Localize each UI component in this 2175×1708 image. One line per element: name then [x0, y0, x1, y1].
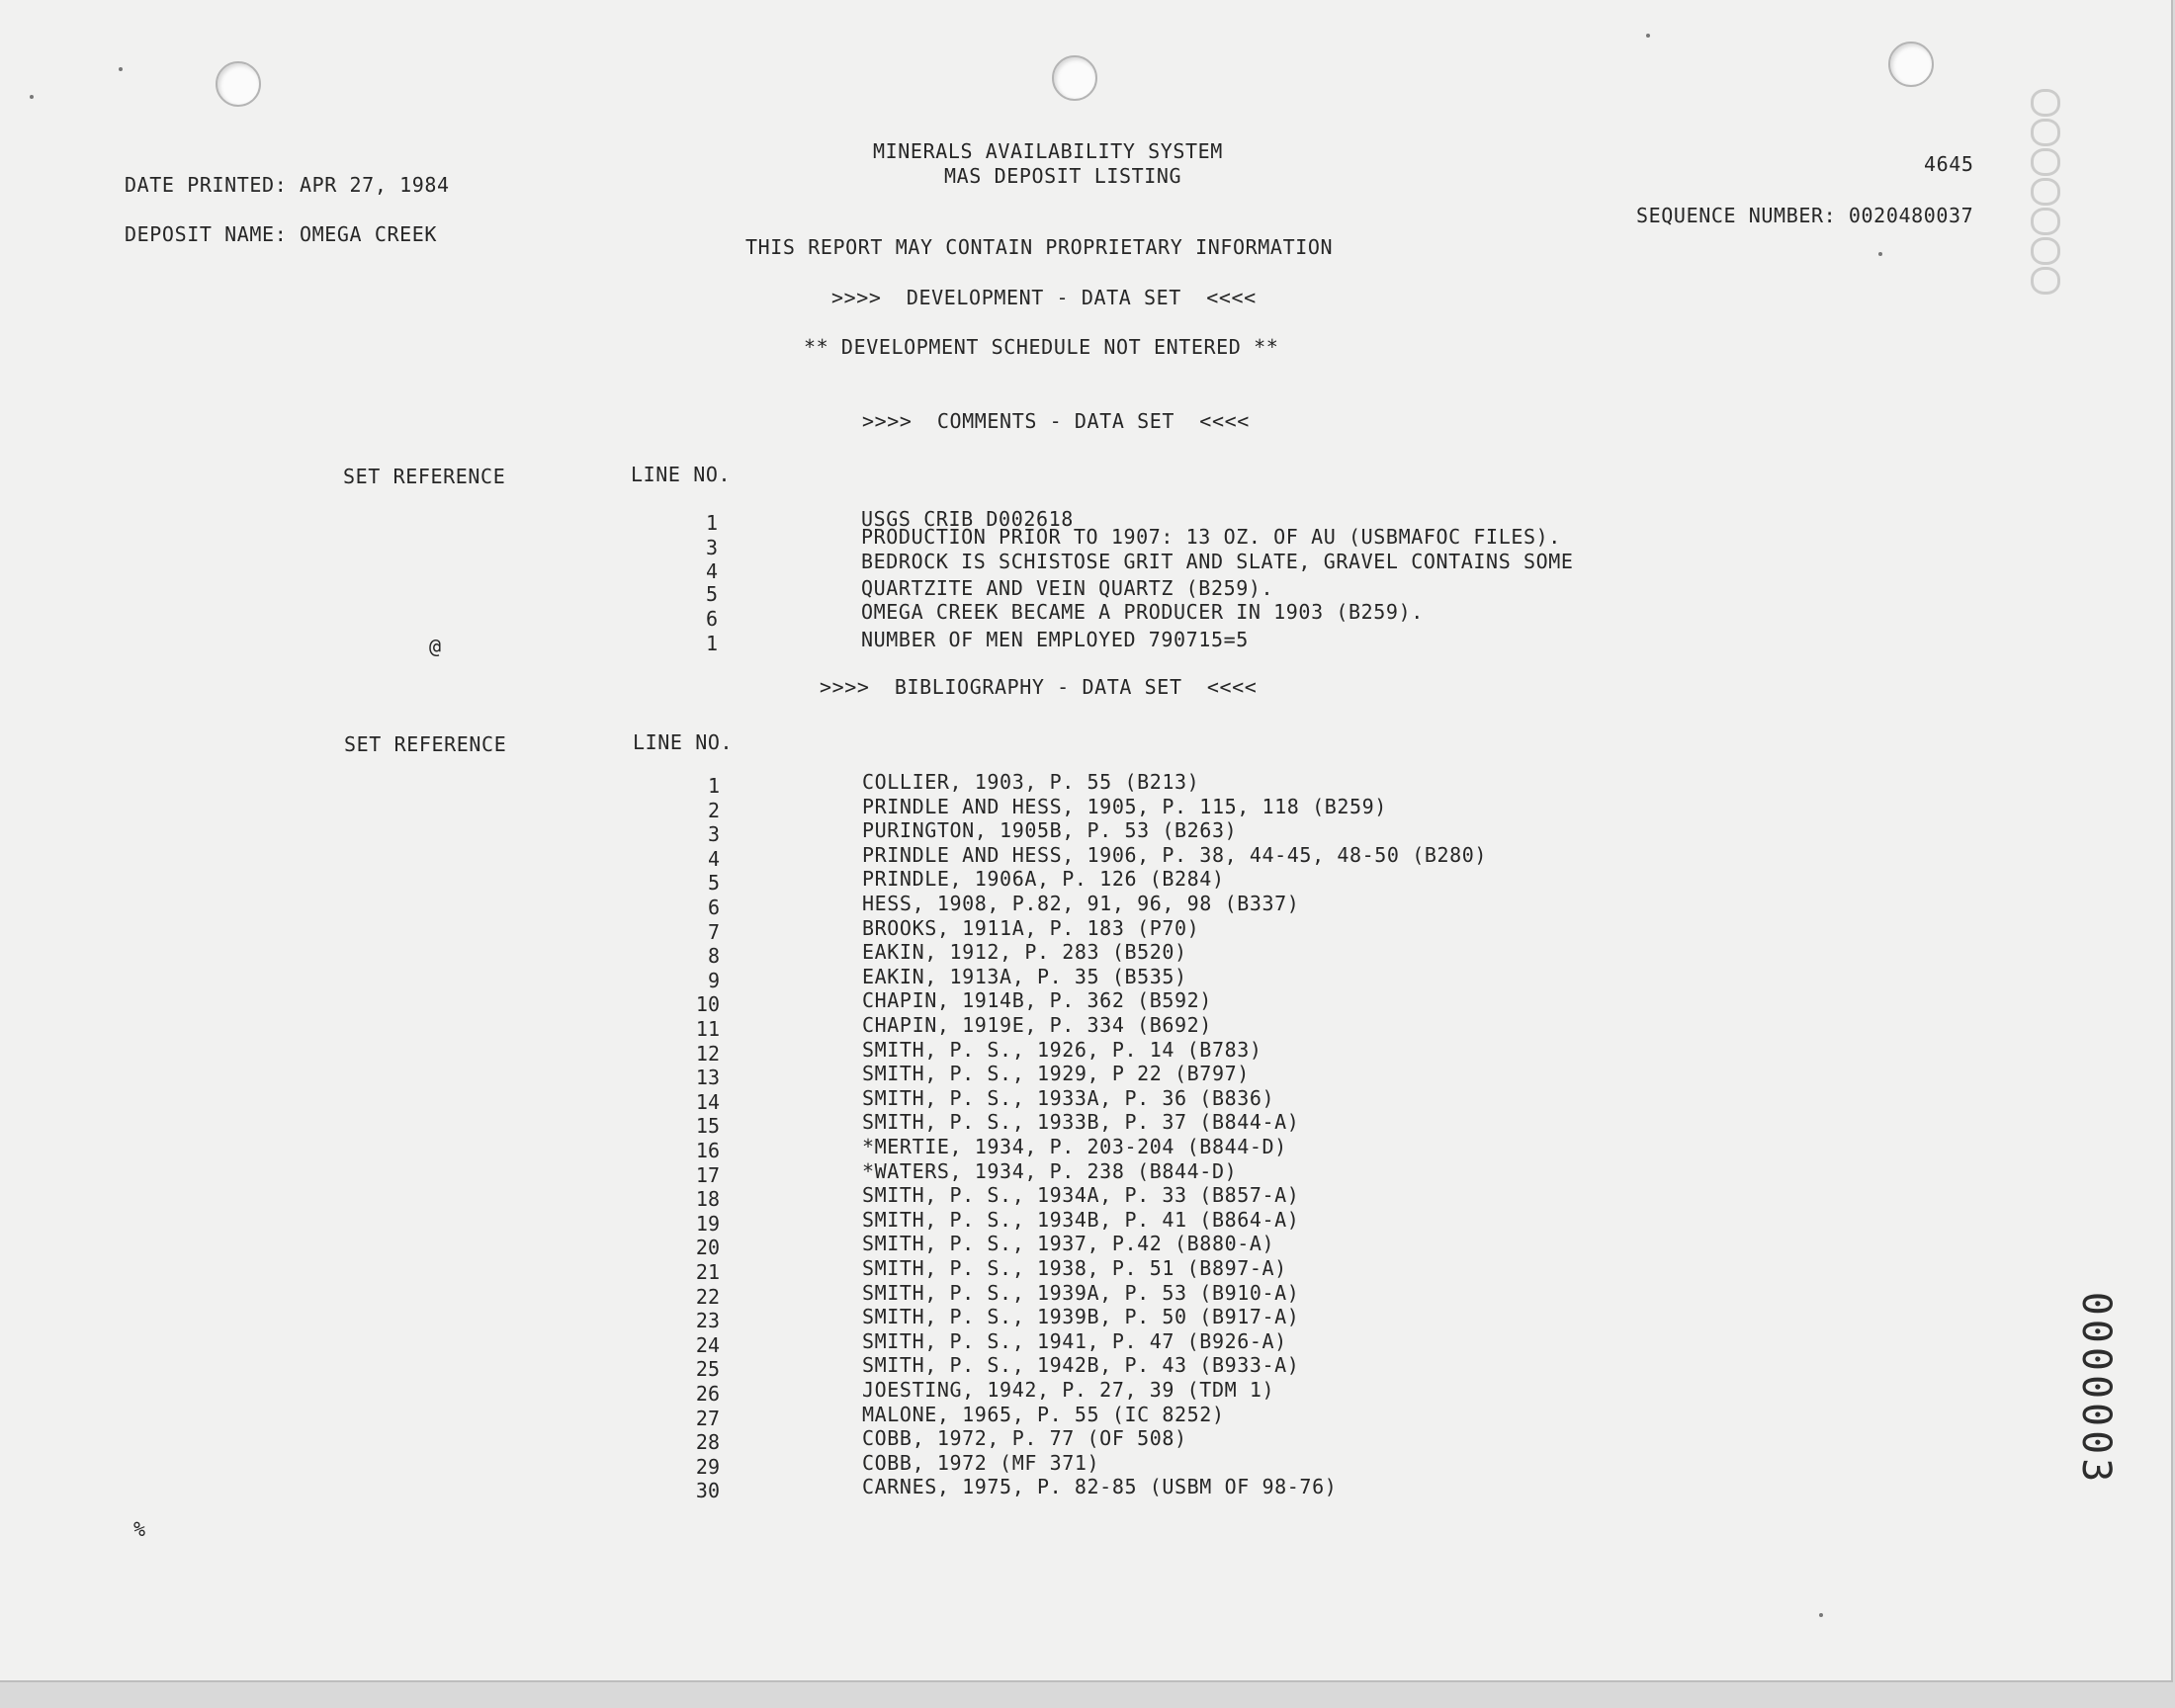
proprietary-notice: THIS REPORT MAY CONTAIN PROPRIETARY INFORMATION [745, 235, 1334, 259]
comments-col-set-reference: SET REFERENCE [343, 465, 506, 488]
bibliography-line-no: 5 [707, 871, 720, 896]
paper-speck [1878, 252, 1882, 256]
bibliography-line-no: 16 [695, 1139, 720, 1162]
bibliography-line-no: 22 [695, 1284, 720, 1309]
bibliography-entry: SMITH, P. S., 1933A, P. 36 (B836) [862, 1085, 1275, 1110]
bibliography-line-no: 7 [707, 919, 720, 944]
bibliography-heading: >>>> BIBLIOGRAPHY - DATA SET <<<< [820, 675, 1258, 699]
bibliography-line-no: 29 [695, 1454, 720, 1479]
bibliography-line-no: 18 [695, 1187, 720, 1212]
bibliography-entry: EAKIN, 1913A, P. 35 (B535) [862, 964, 1187, 988]
comment-line-no: 1 [705, 632, 718, 655]
comment-line-no: 1 [705, 511, 718, 535]
bibliography-line-no: 17 [695, 1162, 720, 1187]
bibliography-entry: EAKIN, 1912, P. 283 (B520) [862, 940, 1187, 965]
bibliography-line-no: 27 [695, 1406, 720, 1430]
bibliography-entry: SMITH, P. S., 1939B, P. 50 (B917-A) [862, 1305, 1300, 1329]
paper-speck [1819, 1613, 1823, 1617]
bibliography-entry: SMITH, P. S., 1941, P. 47 (B926-A) [862, 1328, 1287, 1353]
bibliography-line-no: 9 [707, 968, 720, 992]
bibliography-entry: BROOKS, 1911A, P. 183 (P70) [862, 915, 1200, 940]
faint-stamp [2017, 89, 2076, 297]
stamp-glyph [2031, 208, 2060, 235]
stamp-glyph [2031, 267, 2060, 295]
deposit-name: DEPOSIT NAME: OMEGA CREEK [125, 222, 438, 246]
bibliography-line-no: 21 [695, 1260, 720, 1284]
bibliography-entry: MALONE, 1965, P. 55 (IC 8252) [862, 1402, 1225, 1426]
bibliography-entry: PURINGTON, 1905B, P. 53 (B263) [862, 818, 1238, 843]
bibliography-line-no: 4 [707, 846, 720, 871]
comment-line-no: 4 [705, 559, 718, 583]
date-printed: DATE PRINTED: APR 27, 1984 [125, 173, 450, 197]
bibliography-col-set-reference: SET REFERENCE [344, 732, 507, 756]
punch-hole-right [1888, 42, 1934, 87]
comment-text: BEDROCK IS SCHISTOSE GRIT AND SLATE, GRAVEL CONTAINS SOME [861, 550, 1574, 573]
bibliography-entry: SMITH, P. S., 1934A, P. 33 (B857-A) [862, 1183, 1300, 1208]
bibliography-entry: SMITH, P. S., 1942B, P. 43 (B933-A) [862, 1353, 1300, 1378]
bibliography-line-no: 8 [707, 944, 720, 969]
comment-text: USGS CRIB D002618 [861, 507, 1074, 531]
bibliography-line-no: 28 [695, 1430, 720, 1455]
stamp-glyph [2031, 89, 2060, 117]
bibliography-entry: CHAPIN, 1914B, P. 362 (B592) [862, 988, 1212, 1013]
bibliography-entry: SMITH, P. S., 1933B, P. 37 (B844-A) [862, 1110, 1300, 1135]
bibliography-line-no: 2 [707, 798, 720, 822]
bibliography-entry: SMITH, P. S., 1929, P 22 (B797) [862, 1062, 1250, 1086]
bibliography-entry: CARNES, 1975, P. 82-85 (USBM OF 98-76) [862, 1475, 1338, 1499]
page-number: 4645 [1924, 152, 1974, 176]
sequence-number: SEQUENCE NUMBER: 0020480037 [1636, 204, 1974, 227]
bibliography-line-no: 25 [695, 1357, 720, 1382]
bibliography-line-no: 23 [695, 1309, 720, 1333]
comment-line-no: 6 [705, 607, 718, 631]
bibliography-line-no: 12 [695, 1041, 720, 1066]
bibliography-line-no: 14 [695, 1089, 720, 1114]
bibliography-entry: PRINDLE AND HESS, 1906, P. 38, 44-45, 48-50 (B280) [862, 842, 1488, 867]
bibliography-entry: COLLIER, 1903, P. 55 (B213) [862, 770, 1200, 794]
bibliography-entry: SMITH, P. S., 1939A, P. 53 (B910-A) [862, 1280, 1300, 1305]
comments-heading: >>>> COMMENTS - DATA SET <<<< [862, 409, 1250, 433]
bibliography-entry: COBB, 1972, P. 77 (OF 508) [862, 1426, 1187, 1451]
bibliography-entry: PRINDLE AND HESS, 1905, P. 115, 118 (B259) [862, 794, 1387, 818]
paper-speck [30, 95, 34, 99]
bibliography-entry: HESS, 1908, P.82, 91, 96, 98 (B337) [862, 892, 1300, 915]
system-title: MINERALS AVAILABILITY SYSTEM [873, 139, 1223, 163]
stamp-glyph [2031, 178, 2060, 206]
bibliography-line-no: 6 [707, 896, 720, 919]
end-marker: % [133, 1517, 146, 1541]
bibliography-entry: CHAPIN, 1919E, P. 334 (B692) [862, 1013, 1212, 1037]
bibliography-col-line-no: LINE NO. [633, 730, 734, 754]
comments-col-line-no: LINE NO. [631, 463, 732, 486]
bibliography-line-no: 3 [707, 822, 720, 847]
bibliography-line-no: 11 [695, 1017, 720, 1041]
comment-set-reference: @ [429, 635, 442, 658]
development-heading: >>>> DEVELOPMENT - DATA SET <<<< [831, 286, 1257, 309]
listing-title: MAS DEPOSIT LISTING [944, 164, 1182, 188]
bibliography-line-no: 24 [695, 1332, 720, 1357]
bibliography-entry: *WATERS, 1934, P. 238 (B844-D) [862, 1158, 1238, 1183]
stamp-glyph [2031, 148, 2060, 176]
comment-line-no: 5 [705, 582, 718, 606]
bibliography-line-no: 30 [695, 1479, 720, 1503]
paper-speck [1646, 34, 1650, 38]
bibliography-entry: JOESTING, 1942, P. 27, 39 (TDM 1) [862, 1378, 1275, 1402]
bibliography-line-no: 26 [695, 1382, 720, 1406]
stamp-glyph [2031, 119, 2060, 146]
comment-text: PRODUCTION PRIOR TO 1907: 13 OZ. OF AU (USBMAFOC FILES). [861, 525, 1561, 549]
comment-line-no: 3 [705, 536, 718, 559]
bibliography-entry: *MERTIE, 1934, P. 203-204 (B844-D) [862, 1135, 1287, 1158]
bibliography-line-no: 1 [707, 774, 720, 798]
stamp-glyph [2031, 237, 2060, 265]
bibliography-line-no: 13 [695, 1066, 720, 1090]
bibliography-entry: PRINDLE, 1906A, P. 126 (B284) [862, 867, 1225, 892]
comment-text: NUMBER OF MEN EMPLOYED 790715=5 [861, 628, 1249, 651]
bibliography-line-no: 19 [695, 1211, 720, 1236]
bibliography-entry: SMITH, P. S., 1938, P. 51 (B897-A) [862, 1256, 1287, 1280]
bibliography-line-no: 15 [695, 1114, 720, 1139]
bibliography-entry: SMITH, P. S., 1934B, P. 41 (B864-A) [862, 1207, 1300, 1232]
bibliography-entry: SMITH, P. S., 1926, P. 14 (B783) [862, 1037, 1262, 1062]
bibliography-line-no: 20 [695, 1236, 720, 1260]
bibliography-entry: COBB, 1972 (MF 371) [862, 1450, 1100, 1475]
bibliography-line-no: 10 [695, 992, 720, 1017]
side-stamp [2066, 1275, 2126, 1502]
development-status: ** DEVELOPMENT SCHEDULE NOT ENTERED ** [804, 335, 1279, 359]
comment-text: OMEGA CREEK BECAME A PRODUCER IN 1903 (B259). [861, 600, 1424, 624]
side-stamp-number: 0000003 [2073, 1291, 2119, 1487]
punch-hole-center [1052, 55, 1097, 101]
comment-text: QUARTZITE AND VEIN QUARTZ (B259). [861, 576, 1274, 600]
bibliography-entry: SMITH, P. S., 1937, P.42 (B880-A) [862, 1232, 1275, 1256]
paper-speck [119, 67, 123, 71]
punch-hole-left [216, 61, 261, 107]
